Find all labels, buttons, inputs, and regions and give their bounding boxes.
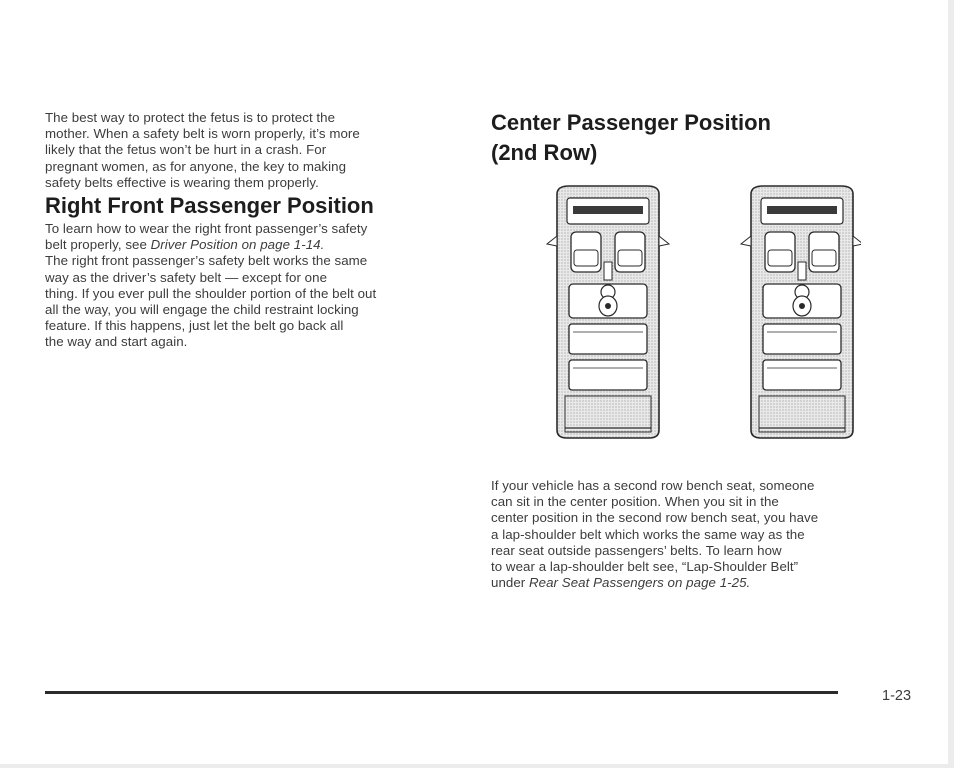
page-number: 1-23: [882, 688, 912, 704]
intro-paragraph: [45, 110, 455, 191]
cross-reference-driver-position: Driver Position on page 1-14.: [150, 237, 325, 253]
text-line: can sit in the center position. When you sit in the: [491, 494, 779, 510]
text-line: mother. When a safety belt is worn properly, it’s more: [45, 126, 360, 142]
text-line: the way and start again.: [45, 334, 188, 350]
page-edge-bottom: [0, 764, 954, 768]
text-line: The right front passenger’s safety belt works the same: [45, 253, 368, 269]
footer-rule: [45, 691, 838, 694]
learn-paragraph: [45, 221, 465, 253]
text-line: pregnant women, as for anyone, the key to making: [45, 158, 347, 174]
text-line: feature. If this happens, just let the belt go back all: [45, 318, 344, 334]
section-heading-right-front: Right Front Passenger Position: [45, 193, 374, 219]
works-paragraph: [45, 253, 465, 350]
text-line: a lap-shoulder belt which works the same way as the: [491, 526, 805, 542]
text-line: To learn how to wear the right front passenger’s safety: [45, 221, 368, 237]
left-column: [45, 110, 465, 351]
text-line: likely that the fetus won’t be hurt in a crash. For: [45, 142, 327, 158]
right-column: [491, 108, 911, 168]
page-edge-right: [948, 0, 954, 768]
cross-reference-rear-seat: Rear Seat Passengers on page 1-25.: [529, 575, 751, 591]
text-line: safety belts effective is wearing them properly.: [45, 174, 319, 190]
text-line: center position in the second row bench seat, you have: [491, 510, 819, 526]
vehicle-seating-illustration: [541, 182, 861, 444]
center-passenger-paragraph: [491, 478, 911, 591]
heading-line: (2nd Row): [491, 140, 598, 165]
text-line: way as the driver’s safety belt — except for one: [45, 269, 328, 285]
text-line: all the way, you will engage the child restraint locking: [45, 302, 359, 318]
heading-line: Center Passenger Position: [491, 110, 771, 135]
text-line: belt properly, see: [45, 237, 151, 253]
text-line: thing. If you ever pull the shoulder portion of the belt out: [45, 285, 377, 301]
text-line: The best way to protect the fetus is to protect the: [45, 110, 336, 125]
van-illustration-left: [547, 186, 669, 438]
van-illustration-right: [741, 186, 861, 438]
text-line: under: [491, 575, 530, 591]
text-line: to wear a lap-shoulder belt see, “Lap-Shoulder Belt”: [491, 559, 799, 575]
text-line: rear seat outside passengers’ belts. To learn how: [491, 542, 782, 558]
section-heading-center-passenger: [491, 108, 831, 168]
text-line: If your vehicle has a second row bench seat, someone: [491, 478, 815, 493]
